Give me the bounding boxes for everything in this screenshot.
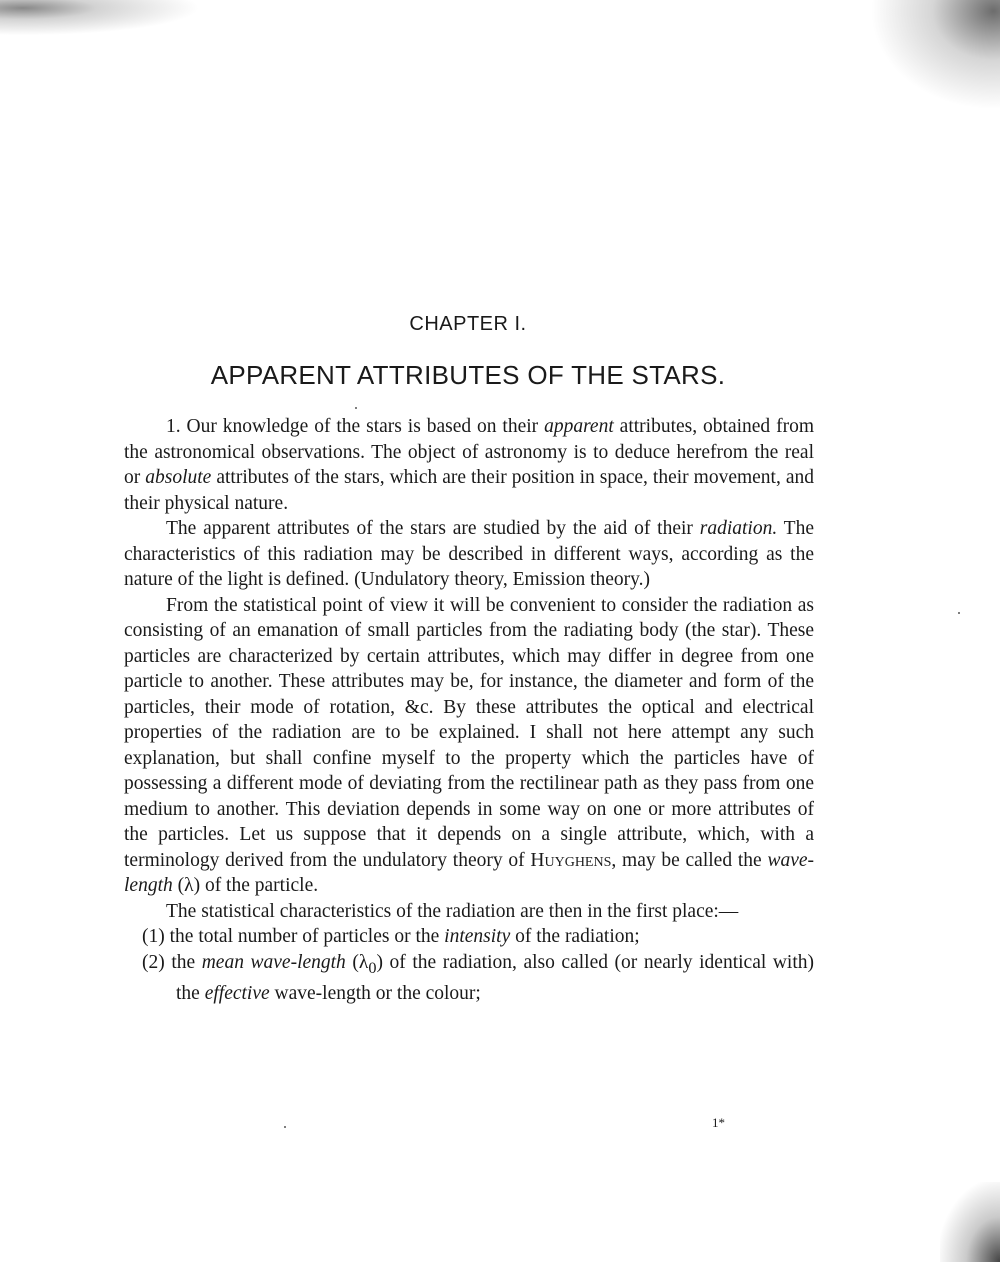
paragraph-2: The apparent attributes of the stars are studied by the aid of their radiation. The characteristics of this radiation may be described in different ways, according as the nature of the light is defined. (Undulatory theory, Emission theory.): [124, 518, 815, 590]
scan-smudge-bottom-right: [940, 1182, 1000, 1262]
list-item: (2) the mean wave-length $(\lambda_0)$ of the radiation, also called (or nearly identical with) the effective wave-length or the colour;: [142, 951, 814, 1004]
section-number: 1.: [166, 416, 181, 437]
paragraph-3: From the statistical point of view it will be convenient to consider the radiation as consisting of an emanation of small particles from the radiating body (the star). These particles are characterized by certain attributes, which may differ in degree from one particle to another. These attributes may be, for instance, the diameter and form of the particles, their mode of rotation, &c. By these attributes the optical and electrical properties of the radiation are to be explained. I shall not here attempt any such explanation, but shall confine myself to the property which the particles have of possessing a different mode of deviating from the rectilinear path as they pass from one medium to another. This deviation depends in some way on one or more attributes of the particles. Let us suppose that it depends on a single attribute, which, with a terminology derived from the undulatory theory of Huyghens, may be called the wave-length (λ) of the particle.: [124, 594, 814, 896]
scan-smudge-top-left: [0, 0, 230, 40]
scan-speck: [958, 612, 960, 614]
author-name: Huyghens: [530, 849, 612, 871]
scan-speck: [355, 407, 357, 409]
characteristics-list: [124, 924, 814, 1006]
paragraph-1: 1. Our knowledge of the stars is based on their apparent attributes, obtained from the astronomical observations. The object of astronomy is to deduce herefrom the real or absolute attributes of the stars, which are their position in space, their movement, and their physical nature.: [124, 416, 814, 514]
chapter-label: CHAPTER I.: [409, 313, 527, 335]
paragraph-4: The statistical characteristics of the radiation are then in the first place:—: [166, 900, 739, 922]
scan-smudge-top-right: [870, 0, 1000, 110]
list-item: (1) the total number of particles or the intensity of the radiation;: [142, 926, 640, 947]
signature-mark: 1*: [712, 1115, 725, 1130]
body-text: [124, 414, 814, 1006]
chapter-title: APPARENT ATTRIBUTES OF THE STARS.: [210, 360, 726, 390]
scan-speck: [284, 1126, 286, 1128]
